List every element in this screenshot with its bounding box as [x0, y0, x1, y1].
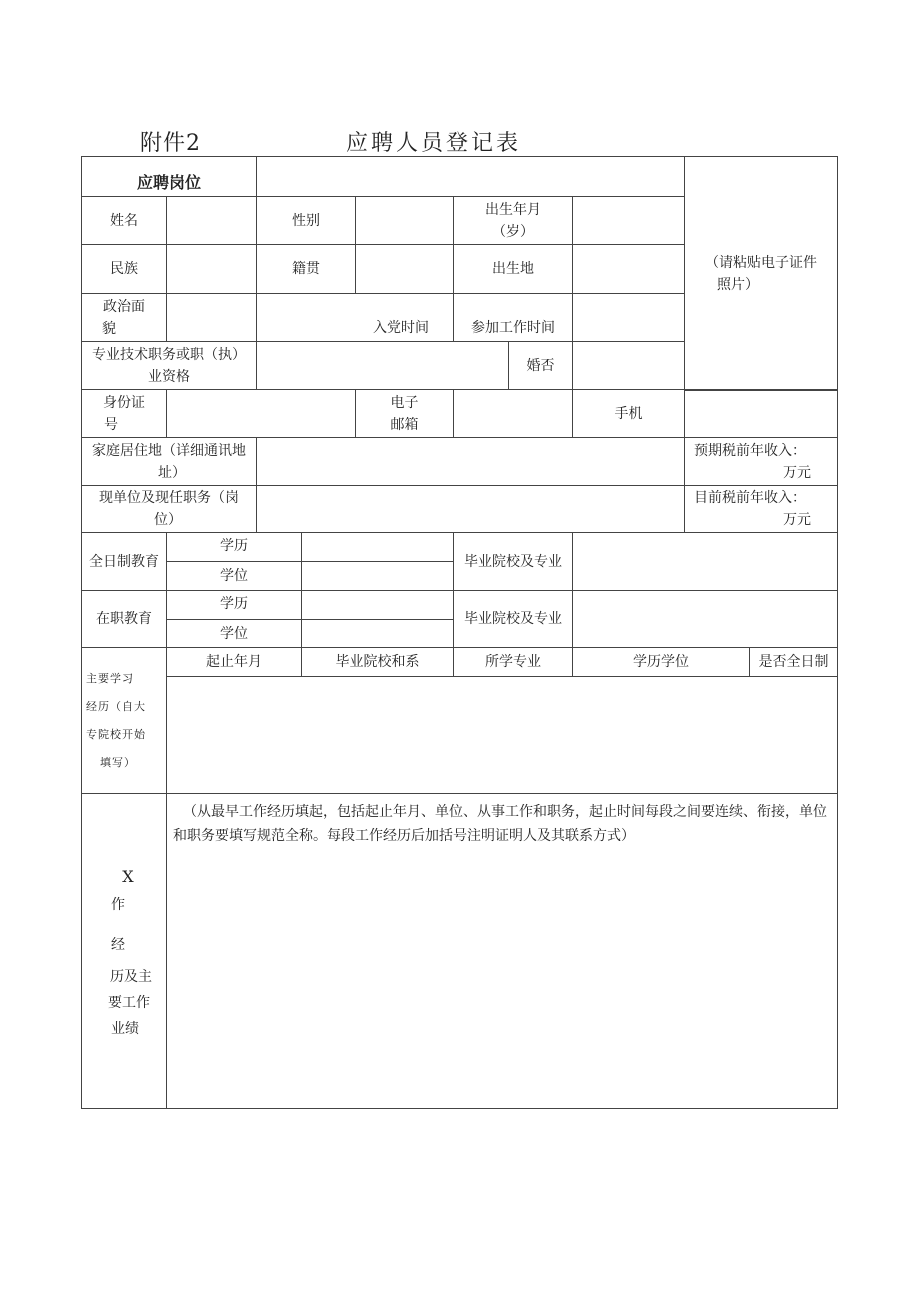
study-col-period: 起止年月 [166, 647, 302, 677]
study-history-line1: 主要学习 [86, 671, 134, 685]
political-status-label [81, 293, 167, 342]
inservice-school-major-input[interactable] [572, 590, 838, 648]
phone-label: 手机 [572, 389, 685, 438]
ethnicity-input[interactable] [166, 244, 257, 294]
address-line1: 家庭居住地（详细通讯地 [92, 442, 246, 459]
inservice-academic-degree-input[interactable] [301, 619, 454, 648]
gender-label: 性别 [256, 196, 356, 245]
work-history-line4: 历及主 [110, 969, 152, 985]
inservice-degree-input[interactable] [301, 590, 454, 620]
fulltime-degree-input[interactable] [301, 532, 454, 562]
fulltime-degree-label: 学历 [166, 532, 302, 562]
professional-title-input[interactable] [256, 341, 509, 390]
party-join-label: 入党时间 [256, 293, 454, 342]
current-income-label: 目前税前年收入： [694, 490, 806, 506]
photo-box[interactable] [684, 156, 838, 391]
current-income-field[interactable] [684, 485, 838, 533]
fulltime-school-major-input[interactable] [572, 532, 838, 591]
work-history-line3: 经 [111, 937, 125, 953]
birthplace-input[interactable] [572, 244, 685, 294]
work-start-input[interactable] [572, 293, 685, 342]
current-job-line2: 位） [154, 512, 182, 528]
study-col-school-dept: 毕业院校和系 [301, 647, 454, 677]
fulltime-school-major-label: 毕业院校及专业 [453, 532, 573, 591]
email-label [355, 389, 454, 438]
id-number-input[interactable] [166, 389, 356, 438]
fulltime-education-label: 全日制教育 [81, 532, 167, 591]
gender-input[interactable] [355, 196, 454, 245]
political-status-input[interactable] [166, 293, 257, 342]
address-label [81, 437, 257, 486]
name-input[interactable] [166, 196, 257, 245]
political-status-line1: 政治面 [103, 298, 145, 315]
work-history-note: （从最早工作经历填起，包括起止年月、单位、从事工作和职务，起止时间每段之间要连续、衔接，单位和职务要填写规范全称。每段工作经历后加括号注明证明人及其联系方式） [173, 804, 827, 844]
address-line2: 址） [158, 464, 186, 481]
birth-date-input[interactable] [572, 196, 685, 245]
id-number-line2: 号 [104, 416, 118, 433]
study-history-line2: 经历（自大 [86, 699, 146, 713]
photo-hint-line1: （请粘贴电子证件 [705, 254, 817, 271]
birth-date-label [453, 196, 573, 245]
professional-title-label [81, 341, 257, 390]
current-income-unit: 万元 [783, 512, 811, 528]
study-history-input[interactable] [166, 676, 838, 794]
ethnicity-label: 民族 [81, 244, 167, 294]
marriage-input[interactable] [572, 341, 685, 390]
professional-title-line2: 业资格 [148, 368, 190, 385]
study-col-degree: 学历学位 [572, 647, 750, 677]
work-start-label: 参加工作时间 [453, 293, 573, 342]
current-job-line1: 现单位及现任职务（岗 [99, 490, 239, 506]
position-input[interactable] [256, 156, 685, 197]
work-history-label [81, 793, 167, 1109]
birth-date-label-line2: （岁） [492, 223, 534, 240]
work-history-line5: 要工作 [108, 995, 150, 1011]
address-input[interactable] [256, 437, 685, 486]
study-col-major: 所学专业 [453, 647, 573, 677]
professional-title-line1: 专业技术职务或职（执） [92, 346, 246, 363]
inservice-academic-degree-label: 学位 [166, 619, 302, 648]
current-job-label [81, 485, 257, 533]
work-history-line6: 业绩 [111, 1021, 139, 1037]
current-job-input[interactable] [256, 485, 685, 533]
inservice-degree-label: 学历 [166, 590, 302, 620]
study-history-line3: 专院校开始 [86, 727, 146, 741]
inservice-education-label: 在职教育 [81, 590, 167, 648]
form-title: 应聘人员登记表 [346, 131, 522, 156]
expected-income-field[interactable] [684, 437, 838, 486]
political-status-line2: 貌 [102, 320, 116, 337]
study-history-label [81, 647, 167, 794]
id-number-line1: 身份证 [103, 394, 145, 411]
study-history-line4: 填写） [100, 755, 136, 769]
id-number-label [81, 389, 167, 438]
birthplace-label: 出生地 [453, 244, 573, 294]
fulltime-academic-degree-label: 学位 [166, 561, 302, 591]
work-history-input[interactable] [166, 793, 838, 1109]
attachment-label: 附件2 [140, 131, 201, 156]
native-place-input[interactable] [355, 244, 454, 294]
birth-date-label-line1: 出生年月 [485, 201, 541, 218]
registration-form [81, 156, 838, 1109]
expected-income-label: 预期税前年收入： [694, 442, 806, 459]
marriage-label: 婚否 [508, 341, 573, 390]
study-col-fulltime: 是否全日制 [749, 647, 838, 677]
name-label: 姓名 [81, 196, 167, 245]
email-input[interactable] [453, 389, 573, 438]
email-line1: 电子 [390, 394, 419, 411]
photo-hint-line2: 照片） [717, 276, 759, 293]
phone-input[interactable] [684, 389, 838, 438]
fulltime-academic-degree-input[interactable] [301, 561, 454, 591]
work-history-line2: 作 [111, 897, 125, 913]
position-label: 应聘岗位 [81, 156, 257, 197]
inservice-school-major-label: 毕业院校及专业 [453, 590, 573, 648]
native-place-label: 籍贯 [256, 244, 356, 294]
email-line2: 邮箱 [390, 416, 419, 433]
expected-income-unit: 万元 [783, 464, 811, 481]
work-history-line1: X [122, 867, 134, 886]
